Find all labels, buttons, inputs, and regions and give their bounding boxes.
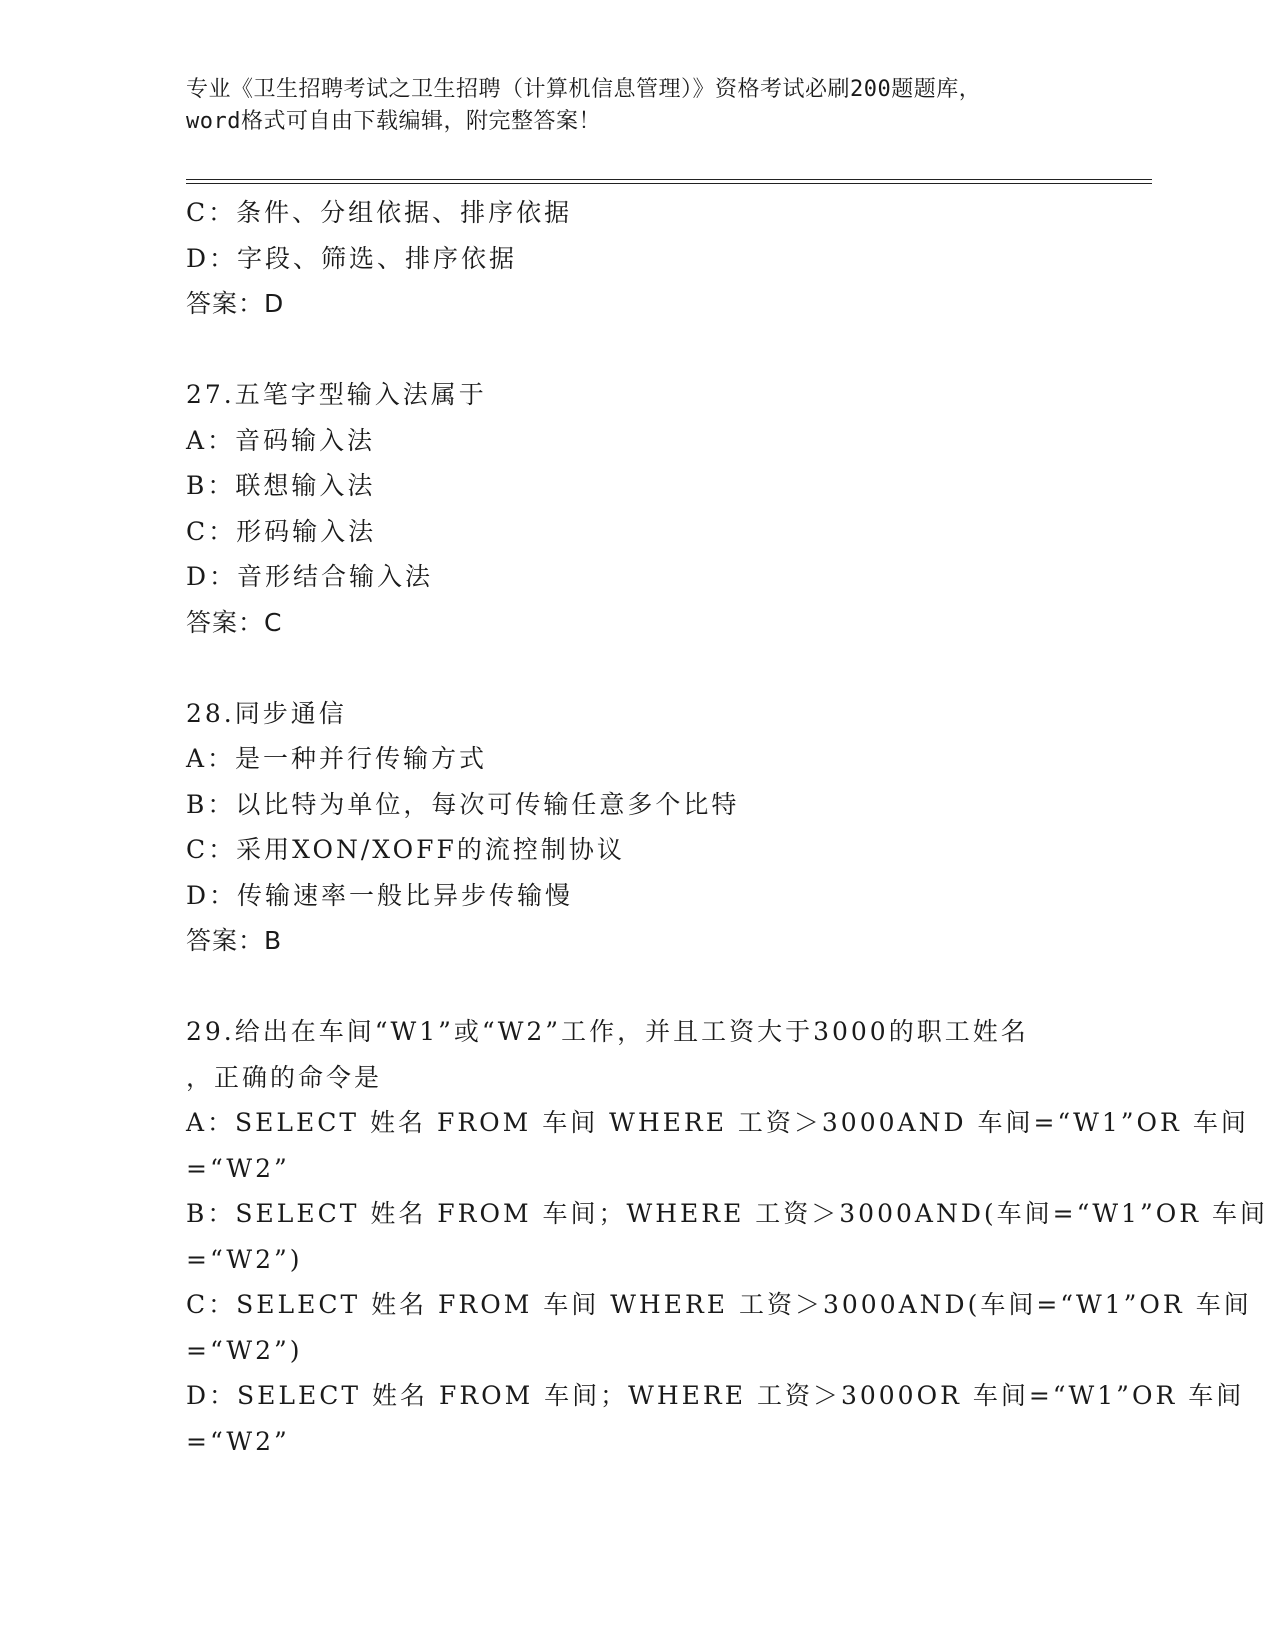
question-28 (186, 691, 1086, 964)
option-d: D：传输速率一般比异步传输慢 (186, 880, 574, 910)
header-divider-bottom (186, 183, 1152, 184)
option-a: A：音码输入法 (186, 425, 376, 455)
option-c: C：采用XON/XOFF的流控制协议 (186, 835, 625, 864)
option-b: B：联想输入法 (186, 471, 376, 500)
option-d-line-2: =“W2” (186, 1426, 290, 1456)
option-d: D：字段、筛选、排序依据 (186, 243, 518, 273)
question-list (186, 190, 1268, 1464)
header-title-line-1: 专业《卫生招聘考试之卫生招聘（计算机信息管理）》资格考试必刷200题题库， (186, 77, 982, 102)
header-divider-top (186, 179, 1152, 180)
question-text: 27.五笔字型输入法属于 (186, 380, 487, 409)
question-27 (186, 372, 1086, 645)
option-d: D：音形结合输入法 (186, 562, 434, 591)
option-b-line-1: B：SELECT 姓名 FROM 车间；WHERE 工资＞3000AND(车间=“W1”OR 车间 (186, 1199, 1268, 1228)
answer-line: 答案：D (186, 289, 285, 318)
header-title-line-2: word格式可自由下载编辑，附完整答案！ (186, 109, 601, 134)
option-d-line-1: D：SELECT 姓名 FROM 车间；WHERE 工资＞3000OR 车间=“W1”OR 车间 (186, 1381, 1245, 1410)
option-c: C：形码输入法 (186, 516, 377, 546)
question-text: 28.同步通信 (186, 698, 347, 728)
option-b-line-2: =“W2”) (186, 1244, 303, 1274)
option-c-line-1: C：SELECT 姓名 FROM 车间 WHERE 工资＞3000AND(车间=“W1”OR 车间 (186, 1290, 1252, 1319)
question-text-line-1: 29.给出在车间“W1”或“W2”工作，并且工资大于3000的职工姓名 (186, 1017, 1029, 1046)
question-26-tail (186, 190, 1086, 327)
question-separator (186, 327, 1086, 373)
option-c: C：条件、分组依据、排序依据 (186, 198, 573, 227)
question-separator (186, 645, 1086, 691)
option-b: B：以比特为单位，每次可传输任意多个比特 (186, 789, 740, 819)
option-a-line-2: =“W2” (186, 1153, 290, 1183)
question-text-line-2: ，正确的命令是 (186, 1062, 383, 1092)
answer-line: 答案：B (186, 926, 283, 955)
question-29 (186, 1009, 1268, 1464)
document-header (186, 74, 1086, 138)
question-separator (186, 964, 1086, 1010)
option-a: A：是一种并行传输方式 (186, 744, 488, 773)
option-a-line-1: A：SELECT 姓名 FROM 车间 WHERE 工资＞3000AND 车间=“W1”OR 车间 (186, 1108, 1249, 1137)
answer-line: 答案：C (186, 607, 283, 637)
option-c-line-2: =“W2”) (186, 1335, 303, 1365)
